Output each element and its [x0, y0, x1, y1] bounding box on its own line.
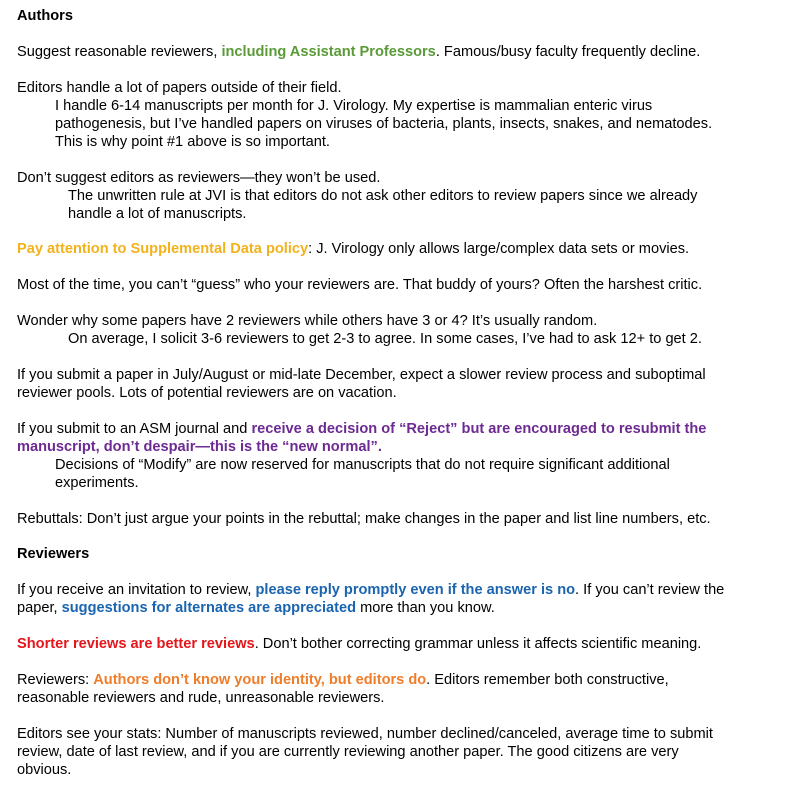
authors-point-editors-detail: This is why point #1 above is so important.	[55, 134, 330, 150]
authors-point-guess-reviewers: Most of the time, you can’t “guess” who your reviewers are. That buddy of yours? Often the harshest critic.	[17, 277, 703, 293]
authors-point-reviewer-count-detail: On average, I solicit 3-6 reviewers to get 2-3 to agree. In some cases, I’ve had to ask 12+ to get 2.	[68, 331, 702, 347]
authors-point-rebuttals: Rebuttals: Don’t just argue your points in the rebuttal; make changes in the paper and list line numbers, etc.	[17, 511, 711, 527]
highlight-assistant-professors: including Assistant Professors	[221, 44, 436, 60]
reviewers-point-stats: Editors see your stats: Number of manuscripts reviewed, number declined/canceled, average time to submit	[17, 726, 713, 742]
authors-point-asm-reject: If you submit to an ASM journal and receive a decision of “Reject” but are encouraged to resubmit the	[17, 421, 707, 437]
reviewers-point-reply-promptly: If you receive an invitation to review, please reply promptly even if the answer is no. If you can’t review the	[17, 582, 725, 598]
reviewers-point-reply-promptly-cont: paper, suggestions for alternates are appreciated more than you know.	[17, 600, 495, 616]
authors-point-reviewers: Suggest reasonable reviewers, including Assistant Professors. Famous/busy faculty frequently decline.	[17, 44, 701, 60]
authors-heading: Authors	[17, 8, 73, 24]
authors-point-reviewer-count: Wonder why some papers have 2 reviewers while others have 3 or 4? It’s usually random.	[17, 313, 598, 329]
highlight-reject-decision: receive a decision of “Reject” but are encouraged to resubmit the	[251, 421, 707, 437]
authors-point-editors-detail: pathogenesis, but I’ve handled papers on viruses of bacteria, plants, insects, snakes, and nematodes.	[55, 116, 713, 132]
authors-point-editors-detail: I handle 6-14 manuscripts per month for J. Virology. My expertise is mammalian enteric virus	[55, 98, 653, 114]
authors-point-editors-as-reviewers-detail: handle a lot of manuscripts.	[68, 206, 247, 222]
highlight-suggest-alternates: suggestions for alternates are appreciated	[61, 600, 357, 616]
authors-point-vacation-cont: reviewer pools. Lots of potential reviewers are on vacation.	[17, 385, 397, 401]
highlight-shorter-reviews: Shorter reviews are better reviews	[17, 636, 255, 652]
reviewers-heading: Reviewers	[17, 546, 90, 562]
highlight-new-normal: manuscript, don’t despair—this is the “new normal”	[17, 439, 378, 455]
reviewers-point-identity-cont: reasonable reviewers and rude, unreasonable reviewers.	[17, 690, 385, 706]
reviewers-point-stats-cont: obvious.	[17, 762, 72, 778]
authors-point-supplemental-data: Pay attention to Supplemental Data policy: J. Virology only allows large/complex data sets or movies.	[17, 241, 690, 257]
highlight-reply-promptly: please reply promptly even if the answer is no	[255, 582, 576, 598]
authors-point-asm-modify-detail: Decisions of “Modify” are now reserved for manuscripts that do not require significant additional	[55, 457, 670, 473]
authors-point-editors-outside-field: Editors handle a lot of papers outside of their field.	[17, 80, 342, 96]
reviewers-point-identity: Reviewers: Authors don’t know your identity, but editors do. Editors remember both constructive,	[17, 672, 669, 688]
authors-point-asm-reject-cont: manuscript, don’t despair—this is the “new normal”.	[17, 439, 382, 455]
authors-point-vacation: If you submit a paper in July/August or mid-late December, expect a slower review process and suboptimal	[17, 367, 706, 383]
highlight-supplemental-data-policy: Pay attention to Supplemental Data policy	[17, 241, 309, 257]
authors-point-asm-modify-detail: experiments.	[55, 475, 139, 491]
highlight-identity: Authors don’t know your identity, but editors do	[93, 672, 427, 688]
authors-point-editors-as-reviewers: Don’t suggest editors as reviewers—they won’t be used.	[17, 170, 381, 186]
reviewers-point-stats-cont: review, date of last review, and if you are currently reviewing another paper. The good citizens are very	[17, 744, 679, 760]
authors-point-editors-as-reviewers-detail: The unwritten rule at JVI is that editors do not ask other editors to review papers since we already	[68, 188, 698, 204]
reviewers-point-shorter-reviews: Shorter reviews are better reviews. Don’t bother correcting grammar unless it affects scientific meaning.	[17, 636, 702, 652]
